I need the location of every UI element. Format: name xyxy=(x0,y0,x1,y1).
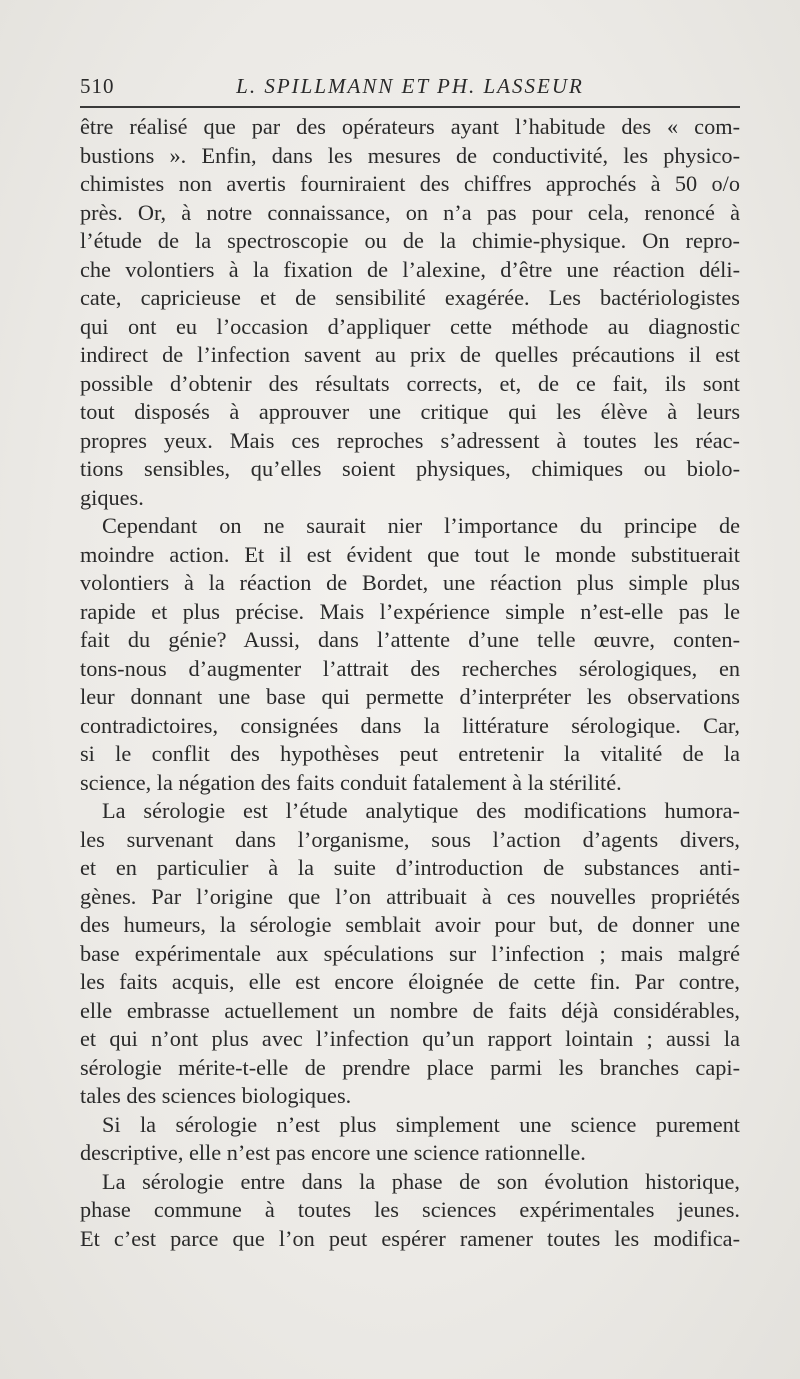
text-line: et en particulier à la suite d’introduction de substances anti- xyxy=(80,855,740,880)
text-line: les survenant dans l’organisme, sous l’action d’agents divers, xyxy=(80,826,740,852)
body-text xyxy=(80,113,740,1253)
text-line: Cependant on ne saurait nier l’importance du principe de xyxy=(102,513,740,538)
text-line: indirect de l’infection savent au prix de quelles précautions il est xyxy=(80,342,740,367)
text-line: descriptive, elle n’est pas encore une science rationnelle. xyxy=(80,1140,586,1165)
text-line: les faits acquis, elle est encore éloignée de cette fin. Par contre, xyxy=(80,969,740,994)
text-line: tions sensibles, qu’elles soient physiques, chimiques ou biolo- xyxy=(80,456,740,481)
text-line: moindre action. Et il est évident que tout le monde substituerait xyxy=(80,541,740,567)
text-line: contradictoires, consignées dans la littérature sérologique. Car, xyxy=(80,712,740,738)
text-line: être réalisé que par des opérateurs ayant l’habitude des « com- xyxy=(80,114,740,139)
page-header xyxy=(80,74,740,104)
text-line: gènes. Par l’origine que l’on attribuait à ces nouvelles propriétés xyxy=(80,883,740,909)
text-line: fait du génie? Aussi, dans l’attente d’une telle œuvre, conten- xyxy=(80,627,740,652)
header-rule xyxy=(80,106,740,108)
text-line: phase commune à toutes les sciences expérimentales jeunes. xyxy=(80,1197,740,1222)
text-line: La sérologie entre dans la phase de son évolution historique, xyxy=(102,1168,740,1194)
text-line: et qui n’ont plus avec l’infection qu’un rapport lointain ; aussi la xyxy=(80,1026,740,1051)
text-line: cate, capricieuse et de sensibilité exagérée. Les bactériologistes xyxy=(80,285,740,310)
text-line: La sérologie est l’étude analytique des modifications humora- xyxy=(102,798,740,823)
text-line: leur donnant une base qui permette d’interpréter les observations xyxy=(80,684,740,709)
text-line: si le conflit des hypothèses peut entretenir la vitalité de la xyxy=(80,741,740,766)
text-line: science, la négation des faits conduit fatalement à la stérilité. xyxy=(80,769,622,795)
text-line: possible d’obtenir des résultats corrects, et, de ce fait, ils sont xyxy=(80,370,740,396)
text-line: Si la sérologie n’est plus simplement une science purement xyxy=(102,1111,740,1137)
text-line: qui ont eu l’occasion d’appliquer cette méthode au diagnostic xyxy=(80,313,740,339)
text-line: volontiers à la réaction de Bordet, une réaction plus simple plus xyxy=(80,570,740,595)
page-number: 510 xyxy=(80,74,115,98)
text-line: l’étude de la spectroscopie ou de la chimie-physique. On repro- xyxy=(80,228,740,253)
running-head: L. SPILLMANN ET PH. LASSEUR xyxy=(236,74,584,98)
text-line: base expérimentale aux spéculations sur l’infection ; mais malgré xyxy=(80,940,740,966)
text-line: giques. xyxy=(80,484,144,510)
text-line: rapide et plus précise. Mais l’expérience simple n’est-elle pas le xyxy=(80,598,740,624)
text-line: des humeurs, la sérologie semblait avoir pour but, de donner une xyxy=(80,912,740,937)
text-line: près. Or, à notre connaissance, on n’a pas pour cela, renoncé à xyxy=(80,199,740,225)
text-line: elle embrasse actuellement un nombre de faits déjà considérables, xyxy=(80,997,740,1023)
text-line: propres yeux. Mais ces reproches s’adressent à toutes les réac- xyxy=(80,427,740,453)
text-line: chimistes non avertis fourniraient des chiffres approchés à 50 o/o xyxy=(80,171,740,196)
text-line: tales des sciences biologiques. xyxy=(80,1083,352,1108)
text-line: che volontiers à la fixation de l’alexine, d’être une réaction déli- xyxy=(80,256,740,282)
text-line: sérologie mérite-t-elle de prendre place parmi les branches capi- xyxy=(80,1054,740,1080)
text-line: Et c’est parce que l’on peut espérer ramener toutes les modifica- xyxy=(80,1225,740,1251)
text-line: tout disposés à approuver une critique qui les élève à leurs xyxy=(80,399,740,424)
text-line: bustions ». Enfin, dans les mesures de conductivité, les physico- xyxy=(80,142,740,168)
text-line: tons-nous d’augmenter l’attrait des recherches sérologiques, en xyxy=(80,655,740,681)
